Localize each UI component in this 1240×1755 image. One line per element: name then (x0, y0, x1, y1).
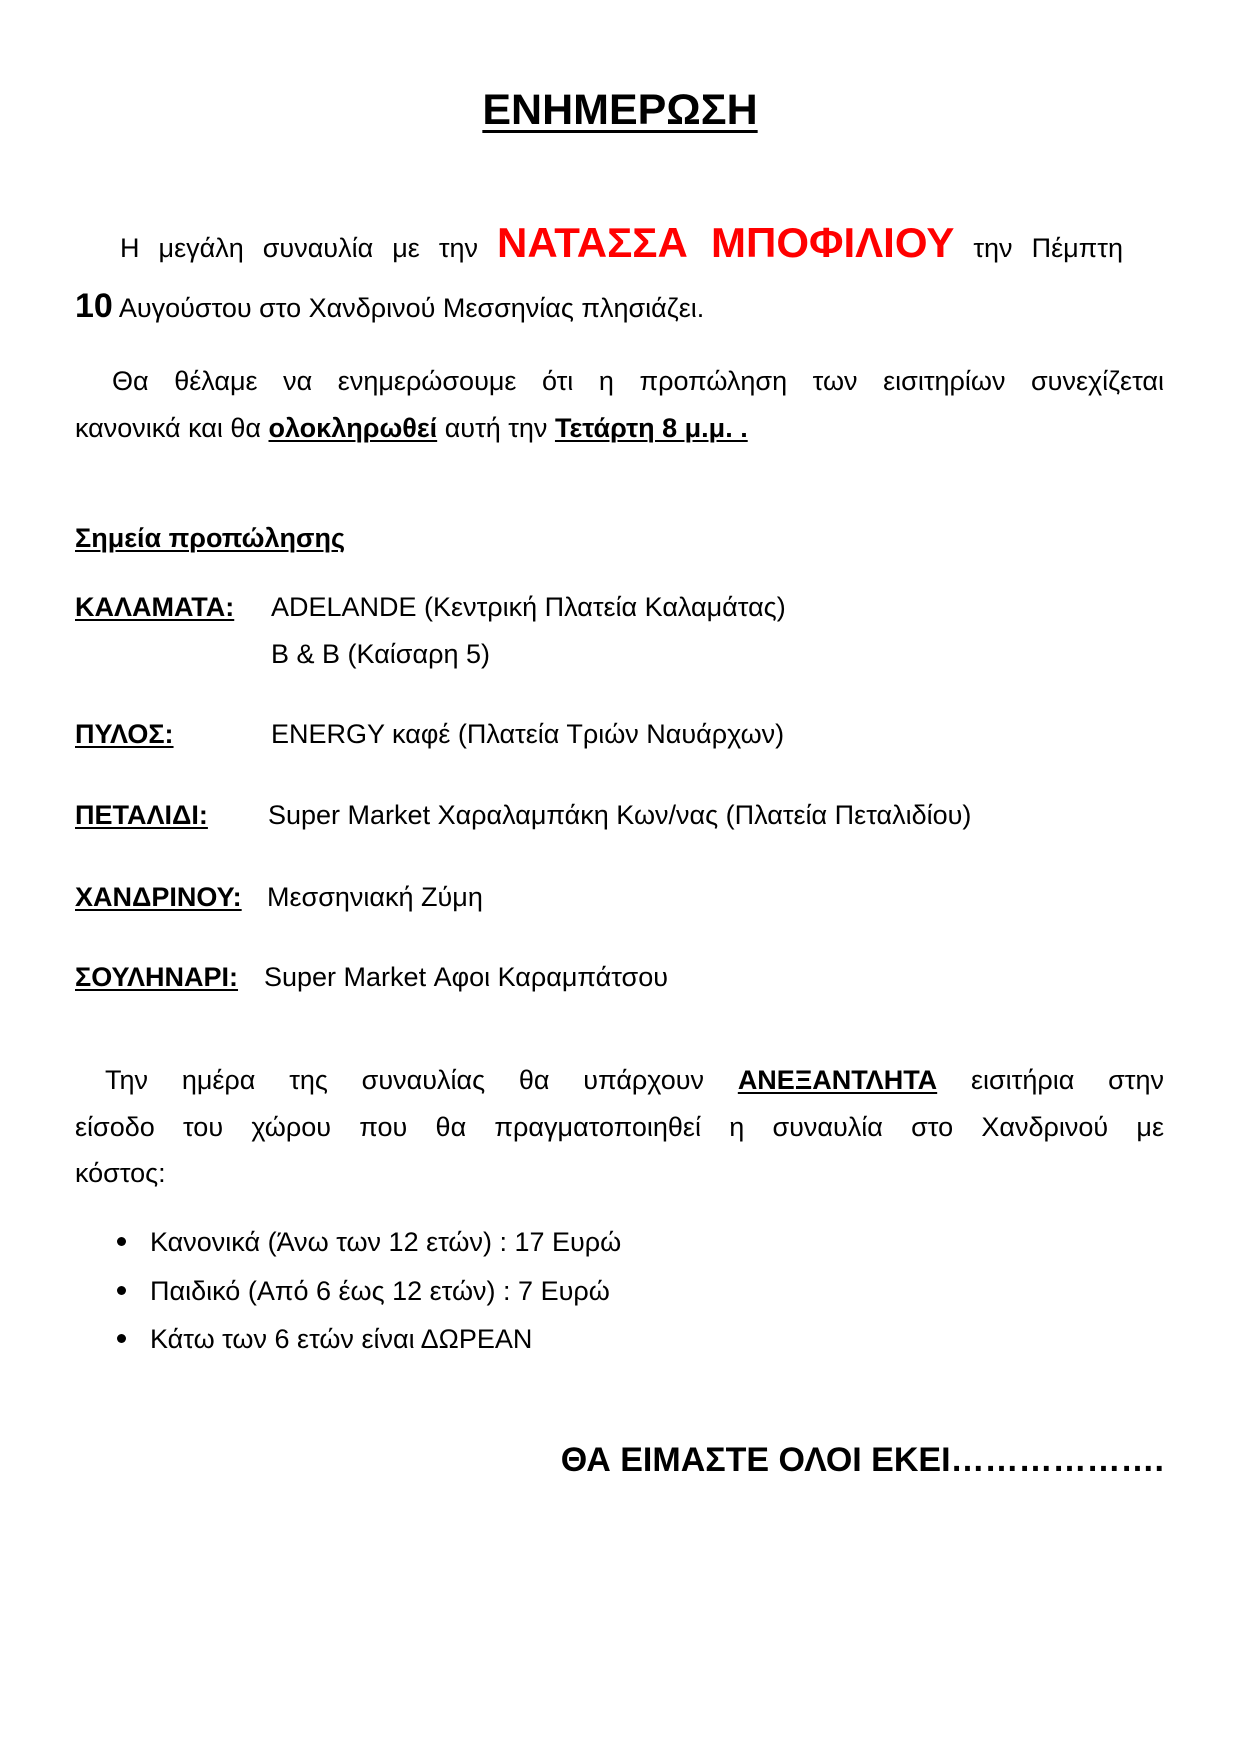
location-name: ΠΕΤΑΛΙΔΙ: (75, 800, 208, 830)
intro-line-2 (75, 289, 704, 323)
door-sales-text-after: εισιτήρια στην (970, 1065, 1164, 1095)
artist-name: ΝΑΤΑΣΣΑ ΜΠΟΦΙΛΙΟΥ (497, 219, 955, 266)
presale-location-petalidi (0, 802, 1240, 834)
presale-notice-line-2 (75, 415, 748, 442)
bullet-icon (117, 1286, 126, 1295)
intro-text-after: την Πέμπτη (973, 233, 1123, 263)
door-sales-line-2: είσοδο του χώρου που θα πραγματοποιηθεί η συναυλία στο Χανδρινού με (75, 1112, 1164, 1142)
location-name: ΚΑΛΑΜΑΤΑ: (75, 592, 235, 622)
location-venue: Μεσσηνιακή Ζύμη (267, 882, 483, 912)
ticket-availability: ΑΝΕΞΑΝΤΛΗΤΑ (737, 1065, 938, 1095)
location-venue: ENERGY καφέ (Πλατεία Τριών Ναυάρχων) (271, 719, 785, 749)
presale-location-kalamata-extra (0, 641, 1240, 673)
intro-line-2-text: Αυγούστου στο Χανδρινού Μεσσηνίας πλησιάζει. (118, 293, 705, 323)
location-venue: Β & Β (Καίσαρη 5) (271, 639, 490, 669)
bullet-icon (117, 1237, 126, 1246)
price-text: Παιδικό (Από 6 έως 12 ετών) : 7 Ευρώ (150, 1276, 610, 1306)
presale-notice-text-before: κανονικά και θα (75, 413, 261, 443)
list-item (0, 1326, 1240, 1358)
door-sales-text-before: Την ημέρα της συναυλίας θα υπάρχουν (105, 1065, 705, 1095)
price-text: Κανονικά (Άνω των 12 ετών) : 17 Ευρώ (150, 1227, 622, 1257)
presale-location-kalamata (0, 594, 1240, 626)
location-name: ΠΥΛΟΣ: (75, 719, 174, 749)
door-sales-line-3: κόστος: (75, 1158, 166, 1188)
presale-notice-line-1: Θα θέλαμε να ενημερώσουμε ότι η προπώληση των εισιτηρίων συνεχίζεται (112, 366, 1164, 396)
intro-text-before: Η μεγάλη συναυλία με την (120, 233, 478, 263)
list-item (0, 1278, 1240, 1310)
concert-day: 10 (75, 287, 113, 325)
document-title: ΕΝΗΜΕΡΩΣΗ (482, 86, 758, 134)
location-name: ΧΑΝΔΡΙΝΟΥ: (75, 882, 242, 912)
location-name: ΣΟΥΛΗΝΑΡΙ: (75, 962, 239, 992)
closing-line: ΘΑ ΕΙΜΑΣΤΕ ΟΛΟΙ ΕΚΕΙ………………. (560, 1441, 1164, 1479)
location-venue: Super Market Χαραλαμπάκη Κων/νας (Πλατεία Πεταλιδίου) (268, 800, 972, 830)
presale-notice-text-middle: αυτή την (444, 413, 548, 443)
bullet-icon (117, 1334, 126, 1343)
presale-location-pylos (0, 721, 1240, 753)
list-item (0, 1229, 1240, 1261)
price-text: Κάτω των 6 ετών είναι ΔΩΡΕΑΝ (150, 1324, 533, 1354)
location-venue: ADELANDE (Κεντρική Πλατεία Καλαμάτας) (271, 592, 786, 622)
intro-line-1 (120, 219, 1123, 266)
door-sales-line-1 (105, 1067, 1164, 1094)
presale-points-heading: Σημεία προπώλησης (75, 523, 345, 553)
presale-location-soulinari (0, 964, 1240, 996)
location-venue: Super Market Αφοι Καραμπάτσου (264, 962, 668, 992)
presale-end-time: Τετάρτη 8 μ.μ. . (554, 413, 748, 443)
presale-end-word: ολοκληρωθεί (268, 413, 438, 443)
presale-location-chandrinou (0, 884, 1240, 916)
